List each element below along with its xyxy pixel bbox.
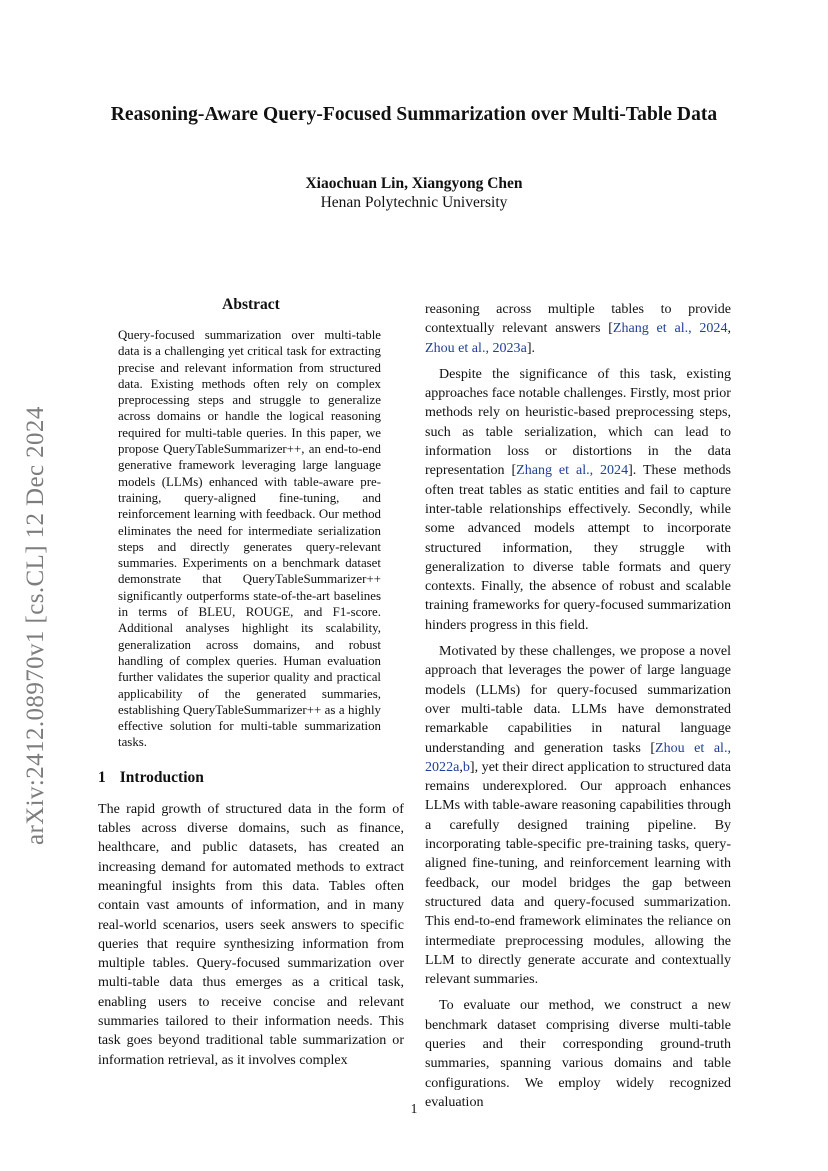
paragraph-text: Motivated by these challenges, we propose a novel approach that leverages the power of large language models (LLMs) for query-focused summarization over multi-table data. LLMs have demonstrated remarkable capabilities in natural language understanding and generation tasks [ [425,643,731,756]
abstract-heading: Abstract [222,296,280,313]
authors: Xiaochuan Lin, Xiangyong Chen [305,175,523,192]
left-column [98,296,404,1070]
intro-paragraph-2 [425,365,731,635]
citation-link[interactable]: Zhou et al., 2022a [425,739,731,775]
section-number: 1 [98,768,106,786]
arxiv-stamp: arXiv:2412.08970v1 [cs.CL] 12 Dec 2024 [22,406,49,845]
intro-paragraph-1-continued [425,300,731,358]
right-column [425,300,731,1112]
intro-paragraph-3 [425,642,731,989]
abstract-body: Query-focused summarization over multi-table data is a challenging yet critical task for extracting precise and relevant information from structured data. Existing methods often rely on complex preprocessing steps and struggle to generalize across domains or handle the logical reasoning required for multi-table queries. In this paper, we propose QueryTableSummarizer++, an end-to-end generative framework leveraging large language models (LLMs) enhanced with table-aware pre-training, query-aligned fine-tuning, and reinforcement learning with feedback. Our method eliminates the need for intermediate serialization steps and directly generates query-relevant summaries. Experiments on a benchmark dataset demonstrate that QueryTableSummarizer++ significantly outperforms state-of-the-art baselines in terms of BLEU, ROUGE, and F1-score. Additional analyses highlight its scalability, generalization across domains, and robust handling of complex queries. Human evaluation further validates the superior quality and practical applicability of the generated summaries, establishing QueryTableSummarizer++ as a highly effective solution for multi-table summarization tasks. [118,328,381,750]
citation-link[interactable]: Zhang et al., 2024 [612,320,728,337]
citation-link[interactable]: Zhou et al., 2023a [425,339,527,356]
intro-paragraph-1: The rapid growth of structured data in the form of tables across diverse domains, such as finance, healthcare, and public datasets, has created an increasing demand for automated methods to extract meaningful insights from this data. Tables often contain vast amounts of information, and in many real-world scenarios, users seek answers to specific queries that require synthesizing information from multiple tables. Query-focused summarization over multi-table data thus emerges as a critical task, enabling users to receive concise and relevant summaries tailored to their information needs. This task goes beyond traditional table summarization or information retrieval, as it involves complex [98,800,404,1068]
citation-separator: , [727,320,731,337]
citation-link[interactable]: b [462,758,470,775]
paper-title: Reasoning-Aware Query-Focused Summarization over Multi-Table Data [110,104,718,125]
section-heading-introduction [98,769,404,787]
page-number: 1 [410,1101,418,1116]
citation-link[interactable]: Zhang et al., 2024 [516,462,629,479]
paragraph-text: reasoning across multiple tables to provide contextually relevant answers [ [425,301,731,337]
paragraph-text: Despite the significance of this task, existing approaches face notable challenges. Firstly, most prior methods rely on heuristic-based preprocessing steps, such as table serialization, which can lead to information loss or distortions in the data representation [ [425,365,731,479]
paragraph-text: ], yet their direct application to structured data remains underexplored. Our approach enhances LLMs with table-aware reasoning capabilities through a carefully designed training pipeline. By incorporating table-specific pre-training tasks, query-aligned fine-tuning, and reinforcement learning with feedback, our model bridges the gap between structured data and query-focused summarization. This end-to-end framework eliminates the reliance on intermediate preprocessing modules, allowing the LLM to directly generate accurate and contextually relevant summaries. [425,758,731,988]
affiliation: Henan Polytechnic University [320,194,508,211]
paragraph-text: ]. [526,339,536,356]
section-title: Introduction [119,768,204,786]
intro-paragraph-4: To evaluate our method, we construct a new benchmark dataset comprising diverse multi-table queries and their corresponding ground-truth summaries, spanning various domains and table configurations. We employ widely recognized evaluation [425,997,731,1110]
paragraph-text: ]. These methods often treat tables as static entities and fail to capture inter-table relationships effectively. Secondly, while some advanced models attempt to incorporate structured information, they struggle with generalization to diverse table formats and query contexts. Finally, the absence of robust and scalable training frameworks for query-focused summarization hinders progress in this field. [425,462,731,633]
citation-separator: , [459,758,463,775]
